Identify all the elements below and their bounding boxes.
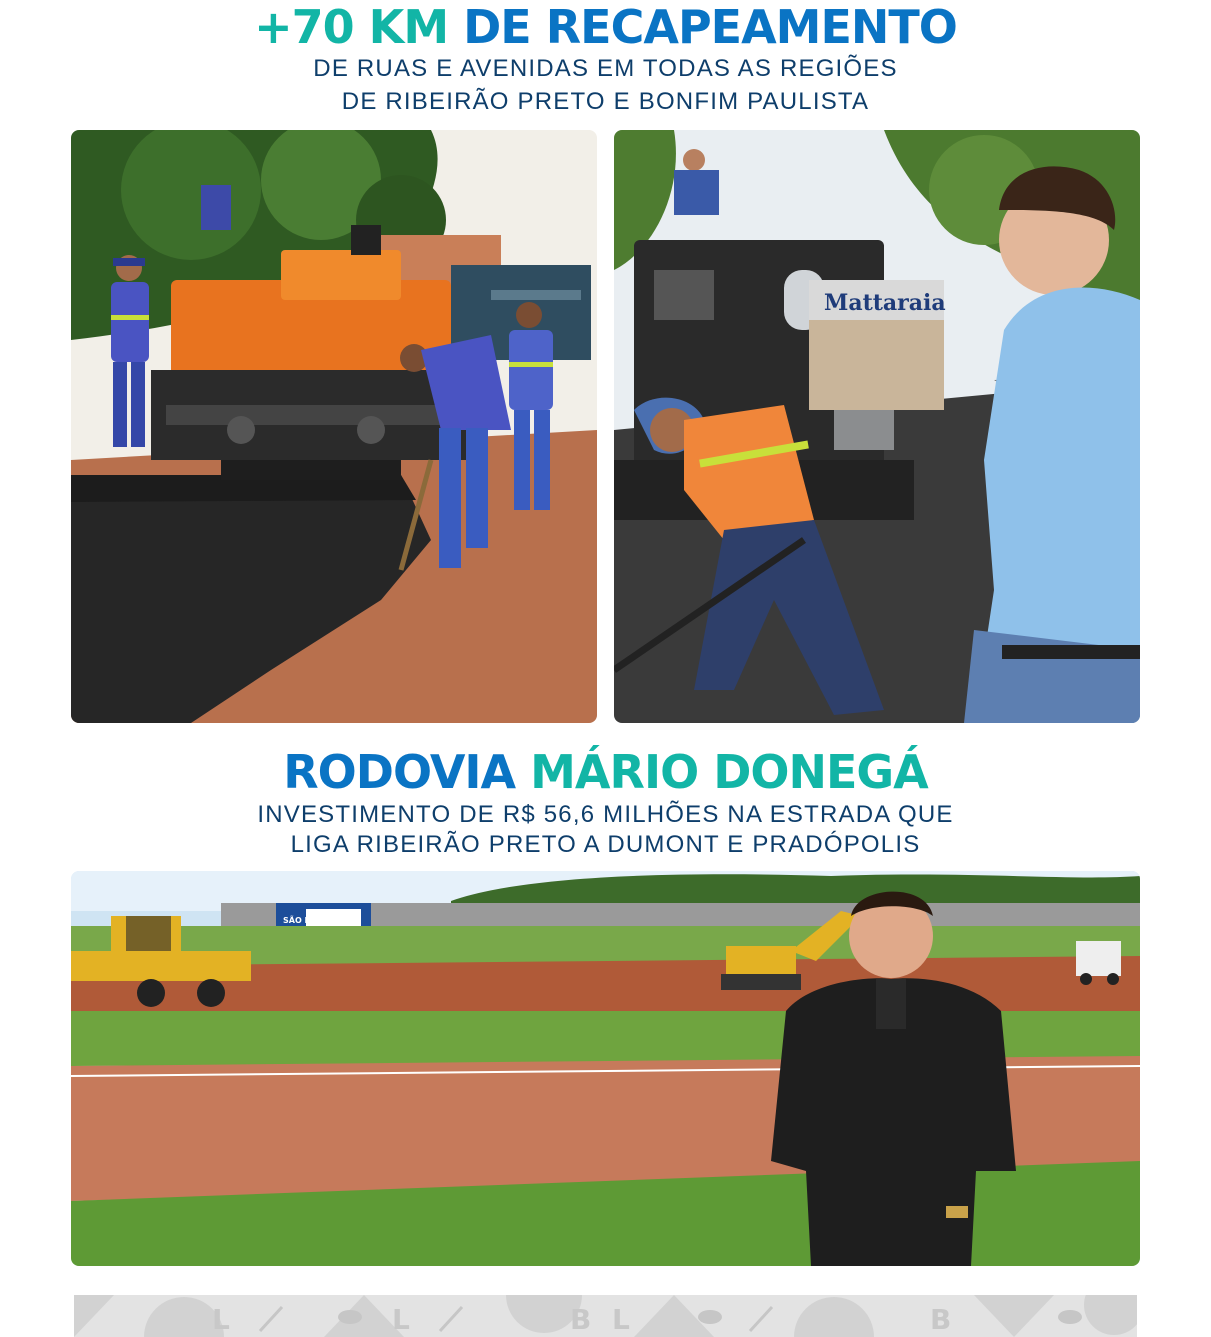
photo-paving-crew (71, 130, 597, 723)
pattern-letter: B (570, 1303, 592, 1336)
pattern-fish-icon (1058, 1310, 1082, 1324)
headline-rodovia (0, 744, 1211, 800)
subtitle-line-2: DE RIBEIRÃO PRETO E BONFIM PAULISTA (341, 88, 870, 115)
pattern-letter: B (930, 1303, 952, 1336)
pattern-letter: L (612, 1303, 630, 1336)
subtitle-line-1: INVESTIMENTO DE R$ 56,6 MILHÕES NA ESTRADA QUE (257, 801, 954, 828)
photo-highway-works (71, 871, 1140, 1266)
truck-label: Mattaraia (824, 290, 946, 316)
headline-highlight: MÁRIO DONEGÁ (530, 745, 928, 799)
headline-main: DE RECAPEAMENTO (463, 0, 957, 54)
subtitle-line-1: DE RUAS E AVENIDAS EM TODAS AS REGIÕES (313, 55, 898, 82)
headline-recapeamento (0, 0, 1211, 54)
pattern-letter: L (392, 1303, 410, 1336)
headline-main: RODOVIA (283, 745, 516, 799)
headline-highlight: +70 KM (254, 0, 449, 54)
subtitle-line-2: LIGA RIBEIRÃO PRETO A DUMONT E PRADÓPOLIS (290, 831, 921, 858)
pattern-fish-icon (338, 1310, 362, 1324)
pattern-letter: L (212, 1303, 230, 1336)
photo-worker-and-official (614, 130, 1140, 723)
decorative-footer-pattern (74, 1295, 1137, 1337)
pattern-fish-icon (698, 1310, 722, 1324)
billboard-text: SÃO PAULO (283, 916, 334, 925)
